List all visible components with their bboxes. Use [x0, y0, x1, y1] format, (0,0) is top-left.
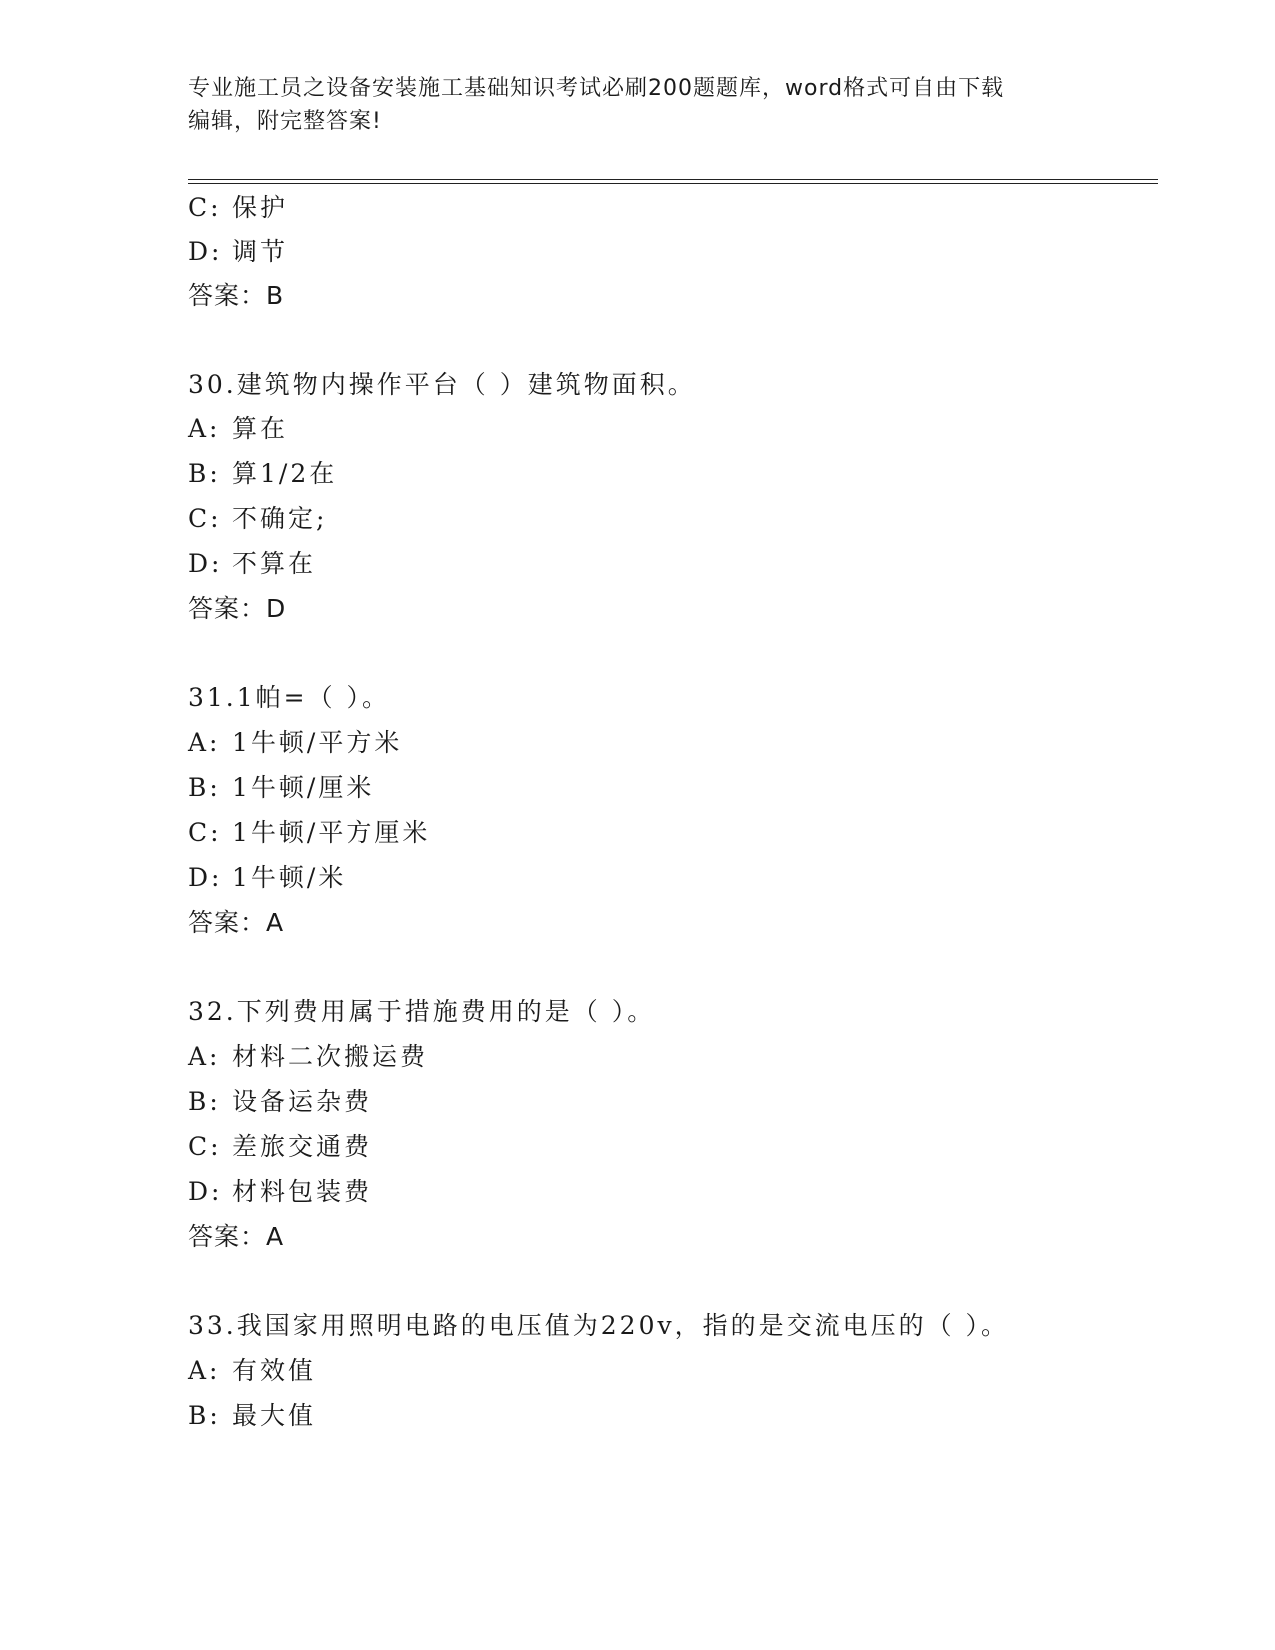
option-key: A: [188, 1356, 221, 1385]
option-key: D: [188, 863, 223, 892]
option-key: A: [188, 414, 221, 443]
option-key: D: [188, 1177, 223, 1206]
q31-option-d [188, 863, 346, 893]
q33-option-b [188, 1401, 316, 1431]
question-31: 31.1帕=（ ）。 [188, 683, 391, 712]
header-line-1: 专业施工员之设备安装施工基础知识考试必刷200题题库，word格式可自由下载 [188, 76, 1005, 101]
header-rule-bottom [188, 183, 1158, 184]
option-text: 算1/2在 [232, 459, 338, 488]
q30-option-b [188, 459, 337, 489]
q32-option-b [188, 1087, 372, 1117]
option-text: 差旅交通费 [232, 1132, 373, 1161]
q31-option-a [188, 728, 402, 758]
header-rule-top [188, 179, 1158, 180]
option-key: B: [188, 773, 221, 802]
option-key: D: [188, 237, 223, 266]
prev-option-c [188, 193, 288, 223]
q32-option-d [188, 1177, 372, 1207]
option-key: A: [188, 728, 221, 757]
option-text: 最大值 [232, 1401, 317, 1430]
option-key: C: [188, 504, 222, 533]
q32-option-a [188, 1042, 428, 1072]
option-key: C: [188, 1132, 222, 1161]
q31-answer: 答案：A [188, 908, 285, 937]
header-line-2: 编辑，附完整答案! [188, 109, 382, 134]
option-text: 1牛顿/米 [232, 863, 347, 892]
option-key: A: [188, 1042, 221, 1071]
question-30: 30.建筑物内操作平台（ ）建筑物面积。 [188, 370, 696, 399]
option-key: C: [188, 818, 222, 847]
prev-answer: 答案：B [188, 281, 285, 310]
q32-answer: 答案：A [188, 1222, 285, 1251]
q32-option-c [188, 1132, 372, 1162]
q31-option-c [188, 818, 430, 848]
option-text: 1牛顿/平方厘米 [232, 818, 431, 847]
q30-option-c [188, 504, 327, 534]
q33-option-a [188, 1356, 316, 1386]
option-text: 不确定; [232, 504, 328, 533]
option-text: 不算在 [232, 549, 317, 578]
option-key: B: [188, 1401, 221, 1430]
question-33: 33.我国家用照明电路的电压值为220v，指的是交流电压的（ ）。 [188, 1311, 1010, 1340]
option-text: 有效值 [232, 1356, 317, 1385]
q31-option-b [188, 773, 374, 803]
option-key: B: [188, 1087, 221, 1116]
option-text: 保护 [232, 193, 289, 222]
q30-option-a [188, 414, 288, 444]
q30-answer: 答案：D [188, 594, 287, 623]
q30-option-d [188, 549, 316, 579]
document-header [188, 72, 1068, 138]
option-text: 1牛顿/平方米 [232, 728, 403, 757]
prev-option-d [188, 237, 288, 267]
option-text: 设备运杂费 [232, 1087, 373, 1116]
option-text: 调节 [232, 237, 289, 266]
option-text: 材料二次搬运费 [232, 1042, 429, 1071]
option-text: 1牛顿/厘米 [232, 773, 375, 802]
option-text: 材料包装费 [232, 1177, 373, 1206]
option-text: 算在 [232, 414, 289, 443]
option-key: B: [188, 459, 221, 488]
question-32: 32.下列费用属于措施费用的是（ ）。 [188, 997, 656, 1026]
option-key: C: [188, 193, 222, 222]
option-key: D: [188, 549, 223, 578]
